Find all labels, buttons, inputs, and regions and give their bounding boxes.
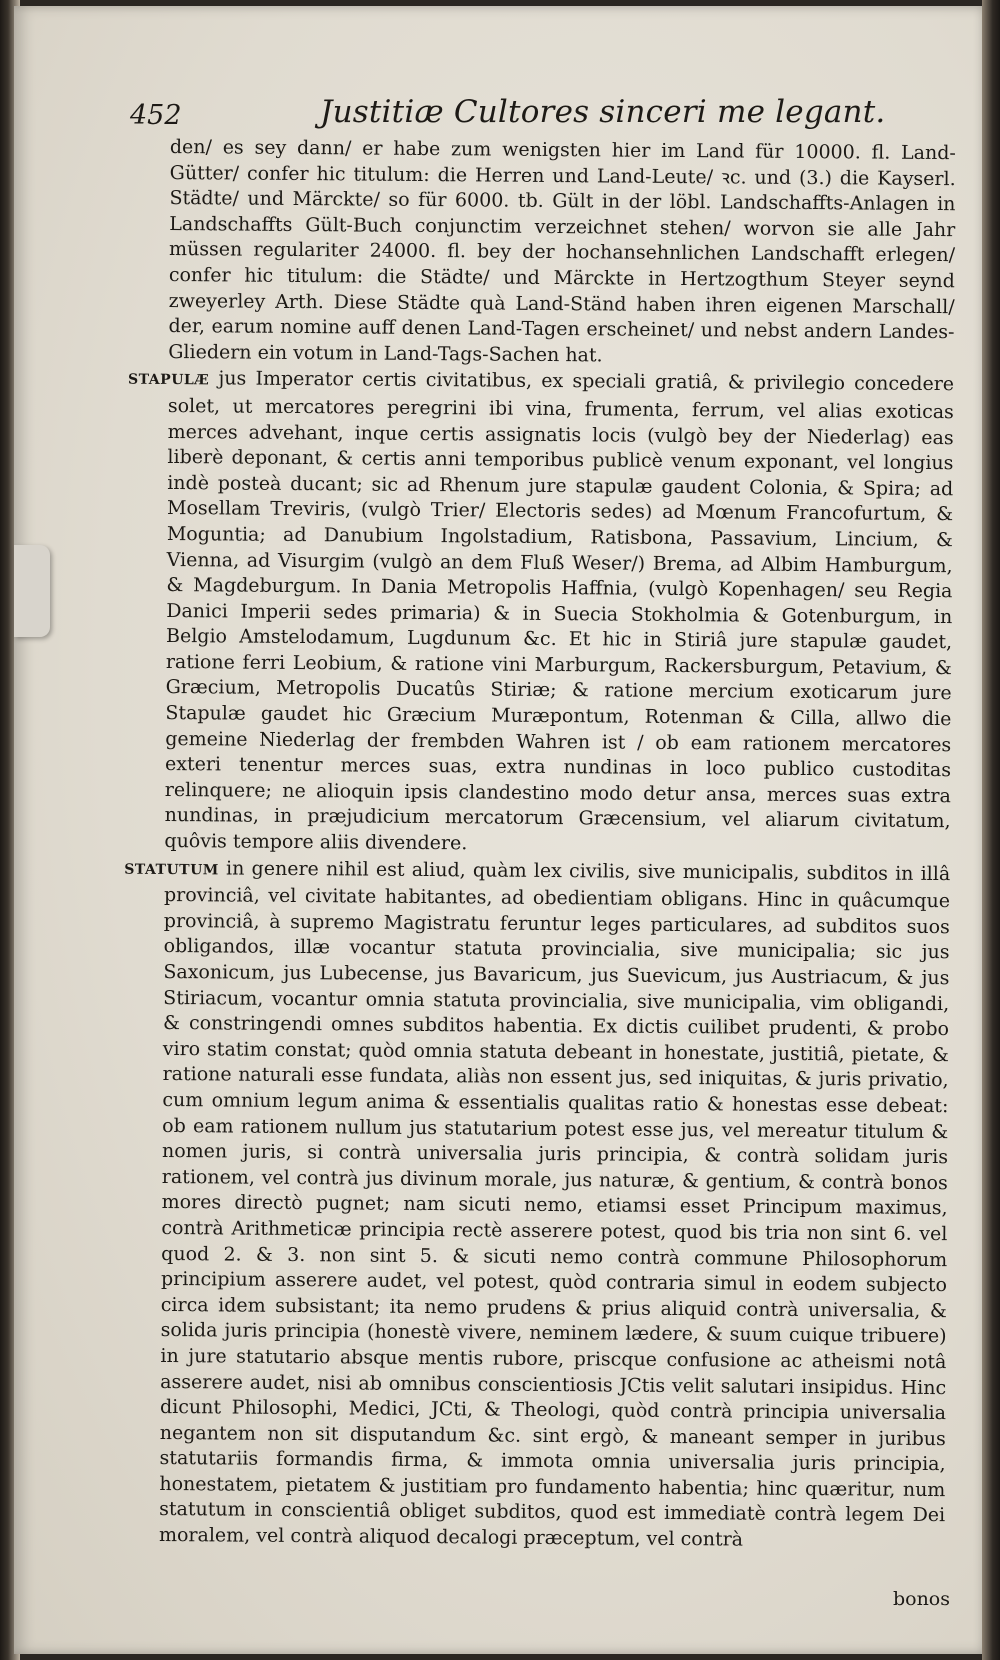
entry-text: jus Imperator certis civitatibus, ex speciali gratiâ, & privilegio concedere solet, ut mercatores peregrini ibi vina, frumenta, ferrum, vel alias exoticas merces advehant, inque certis assignatis locis (vulgò bey der Niederlag) eas liberè deponant, & certis anni temporibus publicè venum exponant, vel longius indè posteà ducant; sic ad Rhenum jure stapulæ gaudent Colonia, & Spira; ad Mosellam Treviris, (vulgò Trier/ Electoris sedes) ad Mœnum Francofurtum, & Moguntia; ad Danubium Ingolstadium, Ratisbona, Passavium, Lincium, & Vienna, ad Visurgim (vulgò an dem Fluß Weser/) Brema, ad Albim Hamburgum, & Magdeburgum. In Dania Metropolis Haffnia, (vulgò Kopenhagen/ seu Regia Danici Imperii sedes primaria) & in Suecia Stokholmia & Gotenburgum, in Belgio Amstelodamum, Lugdunum &c. Et hic in Stiriâ jure stapulæ gaudet, ratione ferri Leobium, & ratione vini Marburgum, Rackersburgum, Petavium, & Græcium, Metropolis Ducatûs Stiriæ; & ratione mercium exoticarum jure Stapulæ gaudet hic Græcium Muræpontum, Rotenman & Cilla, allwo die gemeine Niederlag der frembden Wahren ist / ob eam rationem mercatores exteri tenentur merces suas, extra nundinas in loco publico custoditas relinquere; ne alioquin ipsis clandestino modo detur ansa, merces suas extra nundinas, in præjudicium mercatorum Græcensium, vel aliarum civitatum, quôvis tempore aliis divendere. <box>164 367 955 855</box>
entry-headword: STAPULÆ <box>128 372 210 389</box>
page-clip <box>14 545 50 637</box>
entry-headword: STATUTUM <box>124 861 219 879</box>
page-header <box>130 92 950 138</box>
page-number: 452 <box>130 100 182 131</box>
entry-statutum <box>124 856 951 1555</box>
book-fore-edge <box>982 0 1000 1660</box>
entry-text: in genere nihil est aliud, quàm lex civilis, sive municipalis, subditos in illâ provinciâ, vel civitate habitantes, ad obedientiam obligans. Hinc in quâcumque provinciâ, à supremo Magistratu feruntur leges particulares, ad subditos suos obligandos, illæ vocantur statuta provincialia, sive municipalia; sic jus Saxonicum, jus Lubecense, jus Bavaricum, jus Suevicum, jus Austriacum, & jus Stiriacum, vocantur omnia statuta provincialia, sive municipalia, vim obligandi, & constringendi omnes subditos habentia. Ex dictis cuilibet prudenti, & probo viro statim constat; quòd omnia statuta debeant in honestate, justitiâ, pietate, & ratione naturali esse fundata, aliàs non essent jus, sed iniquitas, & juris privatio, cum omnium legum anima & essentialis qualitas ratio & honestas esse debeat: ob eam rationem nullum jus statutarium potest esse jus, vel mereatur titulum & nomen juris, si contrà universalia juris principia, & contrà solidam juris rationem, vel contrà jus divinum morale, jus naturæ, & gentium, & contrà bonos mores directò pugnet; nam sicuti nemo, etiamsi esset Principum maximus, contrà Arithmeticæ principia rectè asserere potest, quod bis tria non sint 6. vel quod 2. & 3. non sint 5. & sicuti nemo contrà commune Philosophorum principium asserere audet, vel potest, quòd contraria simul in eodem subjecto circa idem subsistant; ita nemo prudens & prius aliquid contrà universalia, & solida juris principia (honestè vivere, neminem lædere, & suum cuique tribuere) in jure statutario absque mentis rubore, priscque confusione ac atheismi notâ asserere audet, nisi ab omnibus conscientiosis JCtis velit salutari insipidus. Hinc dicunt Philosophi, Medici, JCti, & Theologi, quòd contrà principia universalia negantem non sit disputandum &c. sint ergò, & maneant semper in juribus statutariis formandis firma, & immota omnia universalia juris principia, honestatem, pietatem & justitiam pro fundamento habentia; hinc quæritur, num statutum in conscientiâ obliget subditos, quod est immediatè contrà legem Dei moralem, vel contrà aliquod decalogi præceptum, vel contrà <box>158 857 951 1551</box>
body-text <box>124 135 956 1555</box>
running-title: Justitiæ Cultores sinceri me legant. <box>320 94 886 130</box>
entry-stapulae <box>128 366 955 860</box>
paragraph-continuation <box>168 135 956 372</box>
paragraph-text: den/ es sey dann/ er habe zum wenigsten hier im Land für 10000. fl. Land-Gütter/ confer hic titulum: die Herren und Land-Leute/ ꝛc. und (3.) die Kayserl. Städte/ und Märckte/ so für 6000. tb. Gült in der löbl. Landschaffts-Anlagen in Landschaffts Gült-Buch conjunctim verzeichnet stehen/ worvon sie alle Jahr müssen regulariter 24000. fl. bey der hochansehnlichen Landschafft erlegen/ confer hic titulum: die Städte/ und Märckte in Hertzogthum Steyer seynd zweyerley Arth. Diese Städte quà Land-Ständ haben ihren eigenen Marschall/ der, earum nomine auff denen Land-Tagen erscheinet/ und nebst andern Landes-Gliedern ein votum in Land-Tags-Sachen hat. <box>168 135 956 367</box>
catchword: bonos <box>892 1588 950 1610</box>
